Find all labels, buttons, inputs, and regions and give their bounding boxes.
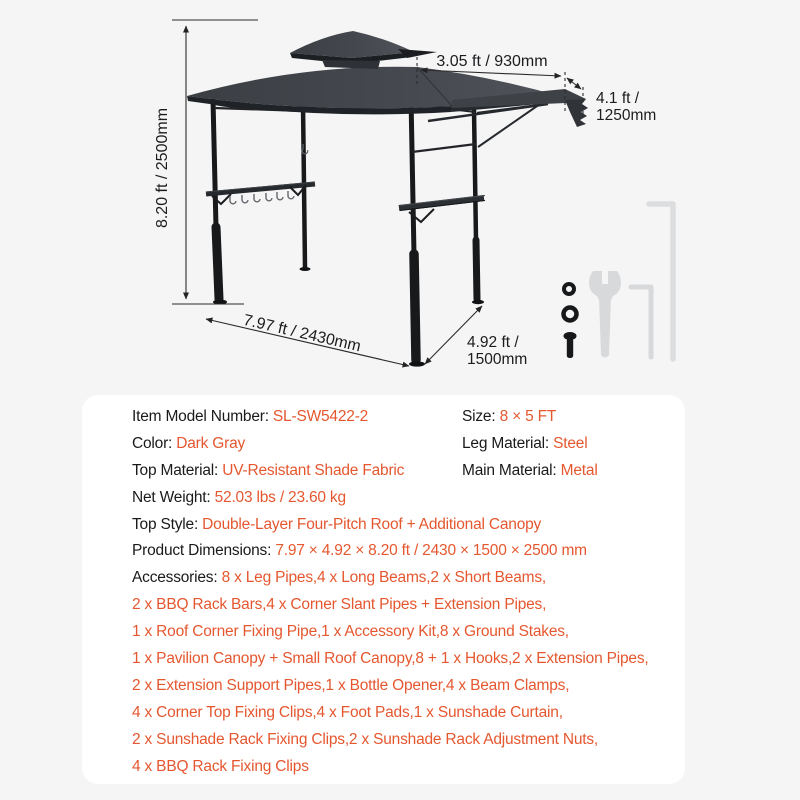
- spec-row: [132, 754, 675, 781]
- spec-label: Top Style:: [132, 515, 203, 533]
- spec-row: [132, 404, 675, 431]
- spec-row: [132, 458, 675, 485]
- product-diagram: [0, 0, 800, 395]
- spec-value: 2 x Sunshade Rack Fixing Clips,2 x Sunshade Rack Adjustment Nuts,: [132, 730, 599, 748]
- spec-value: 4 x BBQ Rack Fixing Clips: [132, 757, 309, 775]
- spec-label: Leg Material:: [462, 434, 554, 452]
- spec-label: Top Material:: [132, 461, 223, 479]
- spec-row: [132, 431, 675, 458]
- dim-base-depth-label-line1: 4.92 ft /: [467, 334, 519, 351]
- spec-value: Metal: [560, 461, 598, 479]
- spec-row: [132, 619, 675, 646]
- spec-row: [132, 592, 675, 619]
- spec-label: Item Model Number:: [132, 408, 273, 425]
- spec-row: [132, 565, 675, 592]
- spec-value: 1 x Pavilion Canopy + Small Roof Canopy,8 + 1 x Hooks,2 x Extension Pipes,: [132, 650, 649, 668]
- spec-row: [132, 512, 675, 539]
- spec-label: Accessories:: [132, 569, 222, 587]
- spec-row: [132, 485, 675, 512]
- spec-value: Dark Gray: [176, 434, 246, 452]
- spec-row: [132, 673, 675, 700]
- spec-row: [132, 646, 675, 673]
- spec-value: 8 × 5 FT: [499, 408, 557, 425]
- spec-value: 1 x Roof Corner Fixing Pipe,1 x Accessory Kit,8 x Ground Stakes,: [132, 623, 569, 641]
- spec-label: Product Dimensions:: [132, 542, 276, 560]
- spec-card: [82, 395, 685, 784]
- bolt-icon: [564, 332, 577, 358]
- spec-value: 7.97 × 4.92 × 8.20 ft / 2430 × 1500 × 2500 mm: [275, 542, 587, 560]
- spec-value: 52.03 lbs / 23.60 kg: [214, 488, 346, 506]
- hex-nut-small-icon: [564, 284, 574, 294]
- dim-roof-extension-label: 3.05 ft / 930mm: [436, 53, 548, 70]
- hex-nut-large-icon: [564, 308, 577, 321]
- spec-label: Main Material:: [462, 461, 561, 479]
- spec-value: 4 x Corner Top Fixing Clips,4 x Foot Pads,1 x Sunshade Curtain,: [132, 703, 563, 721]
- top-roof: [290, 31, 437, 69]
- spec-row: [132, 538, 675, 565]
- dim-base-depth-label-line2: 1500mm: [467, 351, 528, 368]
- spec-value: Steel: [553, 434, 588, 452]
- spec-value: 2 x Extension Support Pipes,1 x Bottle Opener,4 x Beam Clamps,: [132, 676, 570, 694]
- spec-label: Net Weight:: [132, 488, 215, 506]
- spec-label: Color:: [132, 434, 177, 452]
- wrench-icon: [589, 271, 621, 358]
- spec-value: Double-Layer Four-Pitch Roof + Additional Canopy: [202, 515, 542, 533]
- spec-row: [132, 700, 675, 727]
- spec-value: 8 x Leg Pipes,4 x Long Beams,2 x Short Beams,: [221, 569, 547, 587]
- dim-side-canopy-label-line2: 1250mm: [596, 107, 657, 124]
- allen-key-short-icon: [631, 287, 651, 357]
- spec-row: [132, 727, 675, 754]
- spec-label: Size:: [462, 408, 500, 425]
- dim-base-width-label: 7.97 ft / 2430mm: [241, 311, 363, 356]
- dim-side-canopy-label-line1: 4.1 ft /: [596, 90, 640, 107]
- spec-value: 2 x BBQ Rack Bars,4 x Corner Slant Pipes + Extension Pipes,: [132, 596, 547, 614]
- spec-value: SL-SW5422-2: [272, 408, 369, 425]
- side-shelf: [206, 144, 315, 204]
- dim-height-label: 8.20 ft / 2500mm: [154, 107, 171, 229]
- assembly-tools: [564, 204, 674, 359]
- spec-value: UV-Resistant Shade Fabric: [222, 461, 405, 479]
